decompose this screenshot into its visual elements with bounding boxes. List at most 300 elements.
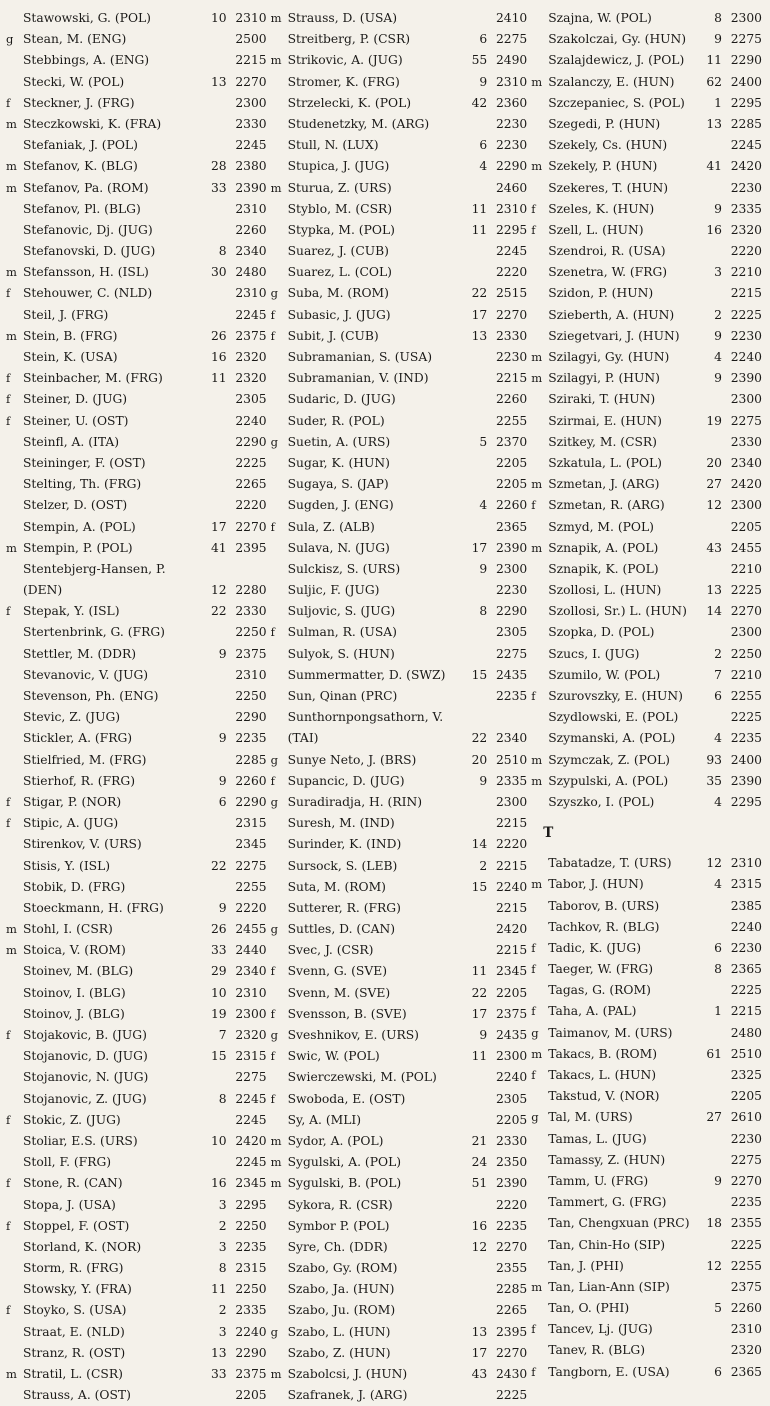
player-name: Suradiradja, H. (RIN) [287,794,423,809]
player-entry [531,29,766,50]
player-name: Steinbacher, M. (FRG) [23,371,163,386]
games-count: 16 [471,1218,488,1233]
rating-value: 2230 [730,940,762,955]
player-entry [531,389,766,410]
player-name: Stean, M. (ENG) [23,32,127,47]
rating-value: 2270 [235,74,267,89]
player-name: Sulman, R. (USA) [287,625,397,640]
player-entry [271,326,532,347]
rating-value: 2300 [495,561,528,576]
player-name: Tan, Lian-Ann (SIP) [548,1279,670,1294]
player-name: Svec, J. (CSR) [287,943,374,958]
player-name: Sursock, S. (LEB) [287,858,398,873]
rating-value: 2435 [495,667,528,682]
rating-value: 2250 [235,1218,267,1233]
player-entry [271,135,532,156]
title-mark: m [270,1176,282,1191]
player-entry [6,1216,271,1237]
player-name: Szollosi, Sr.) L. (HUN) [548,604,687,619]
player-entry [531,262,766,283]
title-mark: f [531,222,536,237]
player-name: Szabo, Gy. (ROM) [287,1261,398,1276]
rating-value: 2205 [730,519,762,534]
player-name: Stranz, R. (OST) [23,1345,126,1360]
player-entry [6,919,271,940]
rating-value: 2240 [235,1324,267,1339]
player-entry [271,368,532,389]
player-entry [531,580,766,601]
games-count: 27 [706,1110,722,1125]
player-name: Sutterer, R. (FRG) [287,900,401,915]
rating-value: 2255 [730,689,762,703]
player-entry [6,1152,271,1173]
player-name: Stigar, P. (NOR) [23,794,122,809]
games-count: 10 [210,11,227,25]
rating-value: 2275 [730,32,762,47]
player-name: Szafranek, J. (ARG) [287,1388,408,1403]
title-mark: m [531,1046,543,1061]
player-entry [271,1237,532,1258]
player-entry [531,411,766,432]
rating-value: 2340 [730,455,762,470]
rating-value: 2270 [495,307,528,322]
player-name: Stickler, A. (FRG) [23,731,133,746]
player-entry [271,220,532,241]
games-count: 20 [706,455,722,470]
rating-value: 2240 [730,350,762,364]
player-name: Strzelecki, K. (POL) [287,95,412,110]
player-name: Szollosi, L. (HUN) [548,583,662,598]
player-name: Sulckisz, S. (URS) [287,561,401,576]
player-entry [6,644,271,665]
column-1 [6,8,271,1403]
title-mark: f [6,1218,11,1233]
player-name: Supancic, D. (JUG) [287,773,405,788]
rating-value: 2280 [235,583,267,598]
player-name: Stull, N. (LUX) [287,138,379,153]
player-name: Stobik, D. (FRG) [23,879,126,894]
player-name: Storland, K. (NOR) [23,1239,142,1254]
rating-value: 2420 [730,477,762,492]
games-count: 13 [210,1345,227,1360]
player-name: Steinfl, A. (ITA) [23,434,120,449]
games-count: 21 [471,1133,488,1148]
player-entry [6,686,271,707]
games-count: 11 [471,201,488,216]
games-count: 15 [210,1049,227,1064]
games-count: 11 [471,964,488,979]
rating-value: 2290 [235,710,267,725]
rating-value: 2385 [730,898,762,913]
games-count: 6 [714,940,722,955]
player-entry [6,1343,271,1364]
player-name: Sykora, R. (CSR) [287,1197,393,1212]
games-count: 20 [471,752,488,767]
rating-value: 2215 [495,816,528,831]
player-entry [531,453,766,474]
player-entry [6,538,271,559]
title-mark: f [270,328,275,343]
player-entry [6,898,271,919]
player-name: Taeger, W. (FRG) [548,962,654,977]
rating-value: 2250 [235,1282,267,1297]
rating-value: 2420 [730,159,762,174]
player-name: Sugar, K. (HUN) [287,455,390,470]
title-mark: m [531,877,543,892]
player-name: Tadic, K. (JUG) [548,940,642,955]
rating-value: 2230 [730,180,762,195]
player-entry [6,1300,271,1321]
rating-value: 2375 [730,1279,762,1294]
games-count: 43 [471,1367,488,1382]
games-count: 12 [706,1258,722,1273]
player-entry [271,940,532,961]
rating-value: 2220 [495,1197,528,1212]
rating-value: 2375 [235,646,267,661]
games-count: 2 [714,646,722,661]
title-mark: f [531,1364,536,1379]
player-entry [6,474,271,495]
player-entry [531,1044,766,1065]
title-mark: f [6,95,11,110]
title-mark: f [6,392,11,407]
rating-value: 2245 [730,138,762,153]
rating-value: 2390 [495,540,528,555]
rating-value: 2225 [730,1237,762,1252]
player-name: Stisis, Y. (ISL) [23,858,111,873]
rating-value: 2215 [730,286,762,301]
player-entry [6,453,271,474]
rating-value: 2265 [495,1303,528,1318]
rating-value: 2290 [235,434,267,449]
player-entry [271,1216,532,1237]
games-count: 51 [471,1176,488,1191]
rating-value: 2400 [730,74,762,89]
rating-value: 2310 [235,286,267,301]
player-name: Sun, Qinan (PRC) [287,689,398,703]
rating-value: 2355 [495,1261,528,1276]
player-entry [271,1364,532,1385]
rating-value: 2235 [730,1195,762,1210]
title-mark: m [6,943,17,958]
player-name: Szmetan, R. (ARG) [548,498,665,513]
rating-value: 2300 [730,11,762,25]
rating-value: 2300 [495,794,528,809]
title-mark: m [270,1155,282,1170]
rating-value: 2310 [730,1322,762,1337]
player-entry [531,1340,766,1361]
games-count: 8 [218,1261,227,1276]
player-entry [6,1110,271,1131]
player-entry [531,959,766,980]
games-count: 3 [218,1324,227,1339]
rating-value: 2215 [495,943,528,958]
title-mark: f [270,519,275,534]
player-entry [271,474,532,495]
player-entry [531,559,766,580]
player-name: Szabo, Ja. (HUN) [287,1282,395,1297]
player-name: Sygulski, A. (POL) [287,1155,402,1170]
title-mark: m [6,265,17,280]
player-name: Svenn, G. (SVE) [287,964,387,979]
rating-value: 2390 [730,371,762,386]
player-entry [271,453,532,474]
title-mark: m [270,180,282,195]
player-entry [6,1195,271,1216]
title-mark [271,707,285,749]
player-entry [271,834,532,855]
player-name: Szabolcsi, J. (HUN) [287,1367,408,1382]
rating-value: 2210 [730,265,762,280]
games-count: 6 [714,1364,722,1379]
player-entry [271,1131,532,1152]
rating-value: 2245 [495,244,528,259]
player-entry [531,896,766,917]
rating-value: 2225 [235,455,267,470]
player-name: Szypulski, A. (POL) [548,773,669,788]
title-mark: f [6,286,11,301]
player-entry [271,961,532,982]
player-name: Sunthornpongsathorn, V. (TAI) [287,710,444,746]
player-entry [271,178,532,199]
player-entry [531,686,766,707]
player-name: Szajna, W. (POL) [548,11,652,25]
rating-value: 2330 [235,604,267,619]
player-name: Stettler, M. (DDR) [23,646,137,661]
player-name: Szczepaniec, S. (POL) [548,95,685,110]
rating-value: 2390 [730,773,762,788]
title-mark: m [6,116,17,131]
title-mark: f [270,625,275,640]
rating-value: 2330 [495,1133,528,1148]
rating-value: 2300 [495,1049,528,1064]
games-count: 22 [471,731,488,746]
games-count: 13 [471,1324,488,1339]
player-name: Stipic, A. (JUG) [23,816,119,831]
games-count: 19 [706,413,722,428]
title-mark: m [6,328,17,343]
player-name: Stevic, Z. (JUG) [23,710,121,725]
rating-value: 2390 [235,180,267,195]
player-entry [531,93,766,114]
rating-value: 2300 [730,392,762,407]
games-count: 11 [471,1049,488,1064]
player-entry [6,517,271,538]
rating-value: 2455 [730,540,762,555]
player-name: Stielfried, M. (FRG) [23,752,147,767]
rating-value: 2400 [730,752,762,767]
games-count: 35 [706,773,722,788]
player-entry [271,156,532,177]
games-count: 4 [714,731,722,746]
player-name: Steil, J. (FRG) [23,307,109,322]
player-entry [531,644,766,665]
player-entry [271,580,532,601]
player-name: Stehouwer, C. (NLD) [23,286,153,301]
rating-value: 2230 [495,583,528,598]
player-entry [531,728,766,749]
player-entry [6,750,271,771]
games-count: 19 [210,1006,227,1021]
player-name: Sziraki, T. (HUN) [548,392,656,407]
player-entry [531,1107,766,1128]
player-name: Stempin, A. (POL) [23,519,136,534]
rating-value: 2315 [235,1049,267,1064]
rating-value: 2275 [235,858,267,873]
player-name: Sznapik, A. (POL) [548,540,659,555]
player-entry [531,750,766,771]
rating-value: 2250 [235,689,267,704]
games-count: 9 [479,773,488,788]
rating-value: 2240 [495,1070,528,1085]
rating-value: 2215 [495,900,528,915]
player-entry [271,771,532,792]
player-name: Stefaniak, J. (POL) [23,138,138,153]
player-entry [6,1279,271,1300]
games-count: 5 [479,434,488,449]
player-entry [531,1298,766,1319]
rating-value: 2510 [730,1046,762,1061]
player-entry [271,1110,532,1131]
rating-value: 2260 [495,392,528,407]
player-entry [531,1277,766,1298]
rating-value: 2515 [495,286,528,301]
player-entry [531,665,766,686]
rating-value: 2260 [730,1301,762,1316]
title-mark: m [531,1279,543,1294]
title-mark: f [531,201,536,216]
rating-value: 2315 [730,877,762,892]
player-entry [271,283,532,304]
rating-value: 2285 [235,752,267,767]
games-count: 3 [218,1197,227,1212]
player-entry [271,432,532,453]
player-entry [6,283,271,304]
player-entry [6,728,271,749]
rating-value: 2310 [495,201,528,216]
rating-value: 2220 [730,244,762,259]
player-name: Svenn, M. (SVE) [287,985,391,1000]
player-name: Sydor, A. (POL) [287,1133,384,1148]
rating-value: 2205 [495,477,528,492]
player-entry [6,305,271,326]
player-name: Tanev, R. (BLG) [548,1343,646,1358]
title-mark: m [531,752,543,767]
player-entry [271,1258,532,1279]
rating-value: 2360 [495,95,528,110]
player-entry [271,1385,532,1406]
title-mark: f [270,1049,275,1064]
player-name: Szabo, Z. (HUN) [287,1345,391,1360]
player-entry [271,1152,532,1173]
games-count: 12 [210,583,227,598]
player-entry [271,1067,532,1088]
player-name: Tan, Chin-Ho (SIP) [548,1237,666,1252]
player-name: Stoinov, I. (BLG) [23,985,126,1000]
rating-value: 2390 [495,1176,528,1191]
games-count: 42 [471,95,488,110]
player-name: Stojanovic, N. (JUG) [23,1070,149,1085]
player-name: Stoinov, J. (BLG) [23,1006,125,1021]
player-name: Streitberg, P. (CSR) [287,32,411,47]
games-count: 9 [479,561,488,576]
title-mark: f [6,1176,11,1191]
player-entry [271,262,532,283]
rating-value: 2315 [235,816,267,831]
player-entry [271,750,532,771]
games-count: 22 [210,604,227,619]
section-letter-heading: T [543,825,554,842]
player-name: Subasic, J. (JUG) [287,307,391,322]
rating-value: 2330 [235,116,267,131]
player-name: Stojanovic, Z. (JUG) [23,1091,147,1106]
rating-value: 2220 [495,837,528,852]
player-entry [531,495,766,516]
player-entry [6,389,271,410]
player-name: Szmetan, J. (ARG) [548,477,660,492]
player-entry [271,622,532,643]
player-entry [531,1192,766,1213]
player-entry [271,1025,532,1046]
player-name: Tan, O. (PHI) [548,1301,630,1316]
title-mark: f [531,962,536,977]
player-name: Stypka, M. (POL) [287,222,395,237]
player-name: Szieberth, A. (HUN) [548,307,675,322]
rating-value: 2300 [235,95,267,110]
rating-value: 2345 [235,1176,267,1191]
rating-value: 2205 [495,455,528,470]
rating-value: 2435 [495,1028,528,1043]
games-count: 8 [714,11,722,25]
player-entry [271,347,532,368]
rating-value: 2480 [730,1025,762,1040]
player-name: Stawowski, G. (POL) [23,11,151,25]
player-name: Suttles, D. (CAN) [287,922,396,937]
player-entry [271,707,532,749]
rating-value: 2225 [730,583,762,598]
games-count: 3 [218,1239,227,1254]
games-count: 22 [471,286,488,301]
games-count: 9 [479,1028,488,1043]
player-entry [271,813,532,834]
rating-value: 2320 [730,222,762,237]
player-entry [531,114,766,135]
player-name: Surinder, K. (IND) [287,837,402,852]
player-name: Tan, J. (PHI) [548,1258,624,1273]
player-entry [531,283,766,304]
player-name: Szabo, Ju. (ROM) [287,1303,396,1318]
games-count: 8 [714,962,722,977]
rating-value: 2225 [495,1388,528,1403]
player-name: Stevenson, Ph. (ENG) [23,689,159,704]
games-count: 1 [714,95,722,110]
rating-value: 2270 [495,1239,528,1254]
title-mark: m [270,1367,282,1382]
player-name: Suljic, F. (JUG) [287,583,380,598]
player-entry [6,432,271,453]
player-entry [6,771,271,792]
games-count: 93 [706,752,722,767]
player-entry [531,8,766,29]
rating-value: 2310 [495,74,528,89]
rating-value: 2275 [730,413,762,428]
column-2 [270,8,532,1403]
rating-value: 2220 [495,265,528,280]
games-count: 13 [706,116,722,131]
rating-value: 2340 [495,731,528,746]
games-count: 12 [706,856,722,871]
rating-value: 2345 [495,964,528,979]
